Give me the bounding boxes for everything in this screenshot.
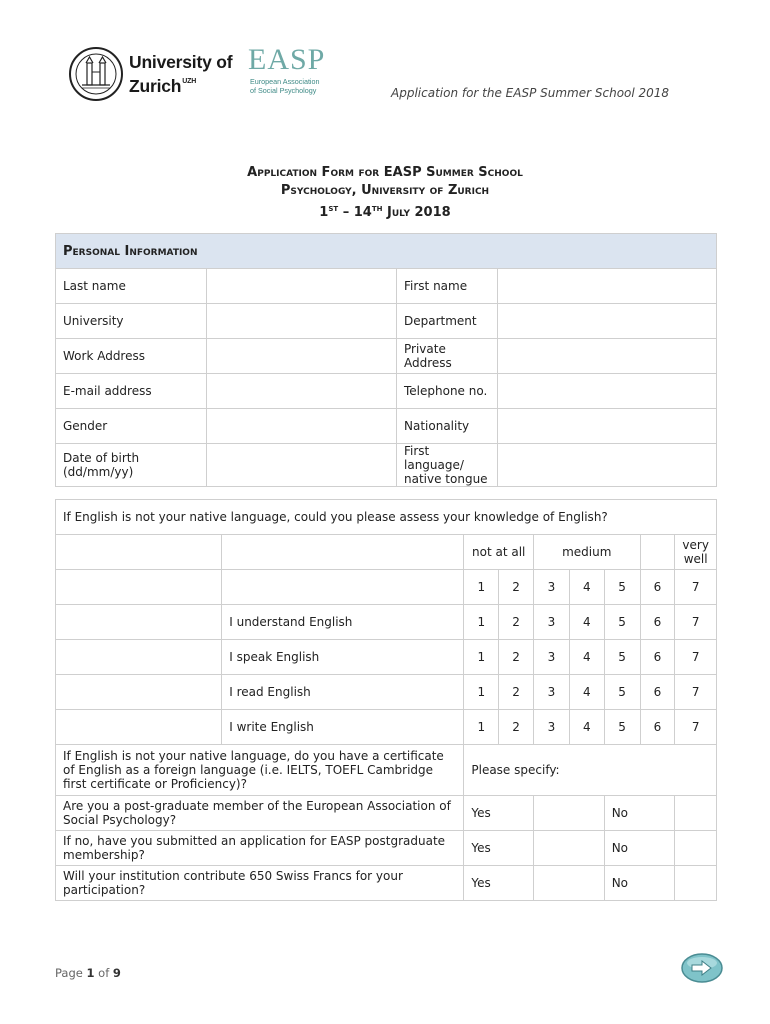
page-of: of — [94, 966, 113, 980]
rating-option[interactable]: 7 — [675, 710, 717, 745]
table-row — [56, 339, 717, 374]
scale-label-low: not at all — [464, 535, 534, 570]
personal-information-table — [55, 233, 717, 487]
title-date-sup2: TH — [371, 205, 383, 213]
first-name-field[interactable] — [498, 269, 717, 304]
skill-label: I write English — [222, 710, 464, 745]
field-label: Telephone no. — [397, 374, 498, 409]
field-label: Gender — [56, 409, 207, 444]
skill-row-speak — [56, 640, 717, 675]
member-question: Are you a post-graduate member of the European Association of Social Psychology? — [56, 796, 464, 831]
rating-option[interactable]: 1 — [464, 640, 499, 675]
table-row — [56, 374, 717, 409]
certificate-question: If English is not your native language, do you have a certificate of English as a foreign language (i.e. IELTS, TOEFL Cambridge first certificate or Proficiency)? — [56, 745, 464, 796]
field-label: Private Address — [397, 339, 498, 374]
empty-cell — [56, 710, 222, 745]
yes-checkbox[interactable] — [534, 831, 605, 866]
empty-cell — [222, 535, 464, 570]
empty-cell — [56, 535, 222, 570]
field-label: University — [56, 304, 207, 339]
rating-option[interactable]: 3 — [534, 675, 570, 710]
table-row — [56, 269, 717, 304]
scale-header-5: 5 — [604, 570, 640, 605]
certificate-specify-field[interactable]: Please specify: — [464, 745, 717, 796]
last-name-field[interactable] — [207, 269, 397, 304]
table-row — [56, 535, 717, 570]
field-label: Nationality — [397, 409, 498, 444]
table-row — [56, 304, 717, 339]
no-label: No — [604, 866, 675, 901]
yes-label: Yes — [464, 866, 534, 901]
nationality-field[interactable] — [498, 409, 717, 444]
yes-label: Yes — [464, 796, 534, 831]
rating-option[interactable]: 7 — [675, 675, 717, 710]
rating-option[interactable]: 7 — [675, 640, 717, 675]
applied-question: If no, have you submitted an application for EASP postgraduate membership? — [56, 831, 464, 866]
yes-label: Yes — [464, 831, 534, 866]
empty-cell — [222, 570, 464, 605]
rating-option[interactable]: 2 — [499, 640, 534, 675]
uzh-line2: Zurich — [129, 76, 182, 96]
uzh-line1: University of — [129, 52, 233, 72]
rating-option[interactable]: 3 — [534, 640, 570, 675]
scale-label-mid: medium — [534, 535, 640, 570]
easp-subtitle-line1: European Association — [250, 77, 320, 86]
easp-subtitle — [250, 78, 320, 95]
title-line3 — [0, 200, 770, 222]
uzh-wordmark — [129, 52, 232, 96]
rating-option[interactable]: 6 — [640, 640, 675, 675]
uzh-sup: UZH — [182, 78, 197, 85]
rating-option[interactable]: 1 — [464, 605, 499, 640]
certificate-row — [56, 745, 717, 796]
rating-option[interactable]: 6 — [640, 605, 675, 640]
scale-header-7: 7 — [675, 570, 717, 605]
title-date-month: July 2018 — [382, 205, 451, 220]
scale-header-1: 1 — [464, 570, 499, 605]
field-label: Work Address — [56, 339, 207, 374]
uzh-logo — [68, 44, 243, 108]
work-address-field[interactable] — [207, 339, 397, 374]
document-title — [0, 164, 770, 222]
date-of-birth-field[interactable] — [207, 444, 397, 487]
rating-option[interactable]: 4 — [569, 710, 604, 745]
easp-wordmark: EASP — [248, 43, 326, 76]
rating-option[interactable]: 6 — [640, 675, 675, 710]
skill-row-write — [56, 710, 717, 745]
field-label: E-mail address — [56, 374, 207, 409]
department-field[interactable] — [498, 304, 717, 339]
easp-logo — [248, 45, 338, 97]
scale-header-3: 3 — [534, 570, 570, 605]
easp-subtitle-line2: of Social Psychology — [250, 85, 317, 95]
member-row — [56, 796, 717, 831]
rating-option[interactable]: 5 — [604, 675, 640, 710]
empty-cell — [56, 675, 222, 710]
rating-option[interactable]: 2 — [499, 605, 534, 640]
next-page-arrow-icon[interactable] — [680, 952, 724, 984]
english-question: If English is not your native language, could you please assess your knowledge of English? — [56, 500, 717, 535]
skill-label: I speak English — [222, 640, 464, 675]
rating-option[interactable]: 2 — [499, 710, 534, 745]
page-prefix: Page — [55, 966, 87, 980]
field-label: Department — [397, 304, 498, 339]
empty-cell — [56, 640, 222, 675]
field-label: First name — [397, 269, 498, 304]
running-title: Application for the EASP Summer School 2018 — [391, 86, 670, 100]
no-checkbox[interactable] — [675, 796, 717, 831]
no-checkbox[interactable] — [675, 831, 717, 866]
rating-option[interactable]: 1 — [464, 675, 499, 710]
scale-header-2: 2 — [499, 570, 534, 605]
gender-field[interactable] — [207, 409, 397, 444]
rating-option[interactable]: 5 — [604, 605, 640, 640]
page-indicator — [55, 966, 121, 980]
empty-cell — [640, 535, 675, 570]
field-label: Date of birth (dd/mm/yy) — [56, 444, 207, 487]
applied-row — [56, 831, 717, 866]
first-language-field[interactable] — [498, 444, 717, 487]
skill-label: I read English — [222, 675, 464, 710]
yes-checkbox[interactable] — [534, 866, 605, 901]
email-field[interactable] — [207, 374, 397, 409]
rating-option[interactable]: 7 — [675, 605, 717, 640]
empty-cell — [56, 605, 222, 640]
field-label: Last name — [56, 269, 207, 304]
scale-label-high: very well — [675, 535, 717, 570]
rating-option[interactable]: 4 — [569, 675, 604, 710]
title-date-start: 1 — [319, 205, 329, 220]
rating-option[interactable]: 3 — [534, 710, 570, 745]
skill-row-understand — [56, 605, 717, 640]
table-row — [56, 444, 717, 487]
rating-option[interactable]: 4 — [569, 605, 604, 640]
rating-option[interactable]: 3 — [534, 605, 570, 640]
rating-option[interactable]: 5 — [604, 640, 640, 675]
english-assessment-table — [55, 499, 717, 901]
field-label: First language/ native tongue — [397, 444, 498, 487]
rating-option[interactable]: 5 — [604, 710, 640, 745]
skill-row-read — [56, 675, 717, 710]
table-row — [56, 570, 717, 605]
no-label: No — [604, 796, 675, 831]
title-date-end: – 14 — [338, 205, 372, 220]
university-field[interactable] — [207, 304, 397, 339]
rating-option[interactable]: 1 — [464, 710, 499, 745]
section-heading-personal: Personal Information — [56, 234, 717, 269]
skill-label: I understand English — [222, 605, 464, 640]
title-line1: Application Form for EASP Summer School — [247, 165, 523, 180]
page-current: 1 — [86, 966, 95, 980]
scale-header-6: 6 — [640, 570, 675, 605]
no-checkbox[interactable] — [675, 866, 717, 901]
table-row — [56, 409, 717, 444]
table-row — [56, 500, 717, 535]
scale-header-4: 4 — [569, 570, 604, 605]
yes-checkbox[interactable] — [534, 796, 605, 831]
page-total: 9 — [112, 966, 121, 980]
no-label: No — [604, 831, 675, 866]
rating-option[interactable]: 2 — [499, 675, 534, 710]
contribute-row — [56, 866, 717, 901]
telephone-field[interactable] — [498, 374, 717, 409]
private-address-field[interactable] — [498, 339, 717, 374]
rating-option[interactable]: 6 — [640, 710, 675, 745]
uzh-seal-icon — [68, 46, 124, 102]
contribute-question: Will your institution contribute 650 Swiss Francs for your participation? — [56, 866, 464, 901]
title-line2: Psychology, University of Zurich — [280, 183, 490, 198]
title-date-sup1: ST — [328, 205, 339, 213]
rating-option[interactable]: 4 — [569, 640, 604, 675]
empty-cell — [56, 570, 222, 605]
